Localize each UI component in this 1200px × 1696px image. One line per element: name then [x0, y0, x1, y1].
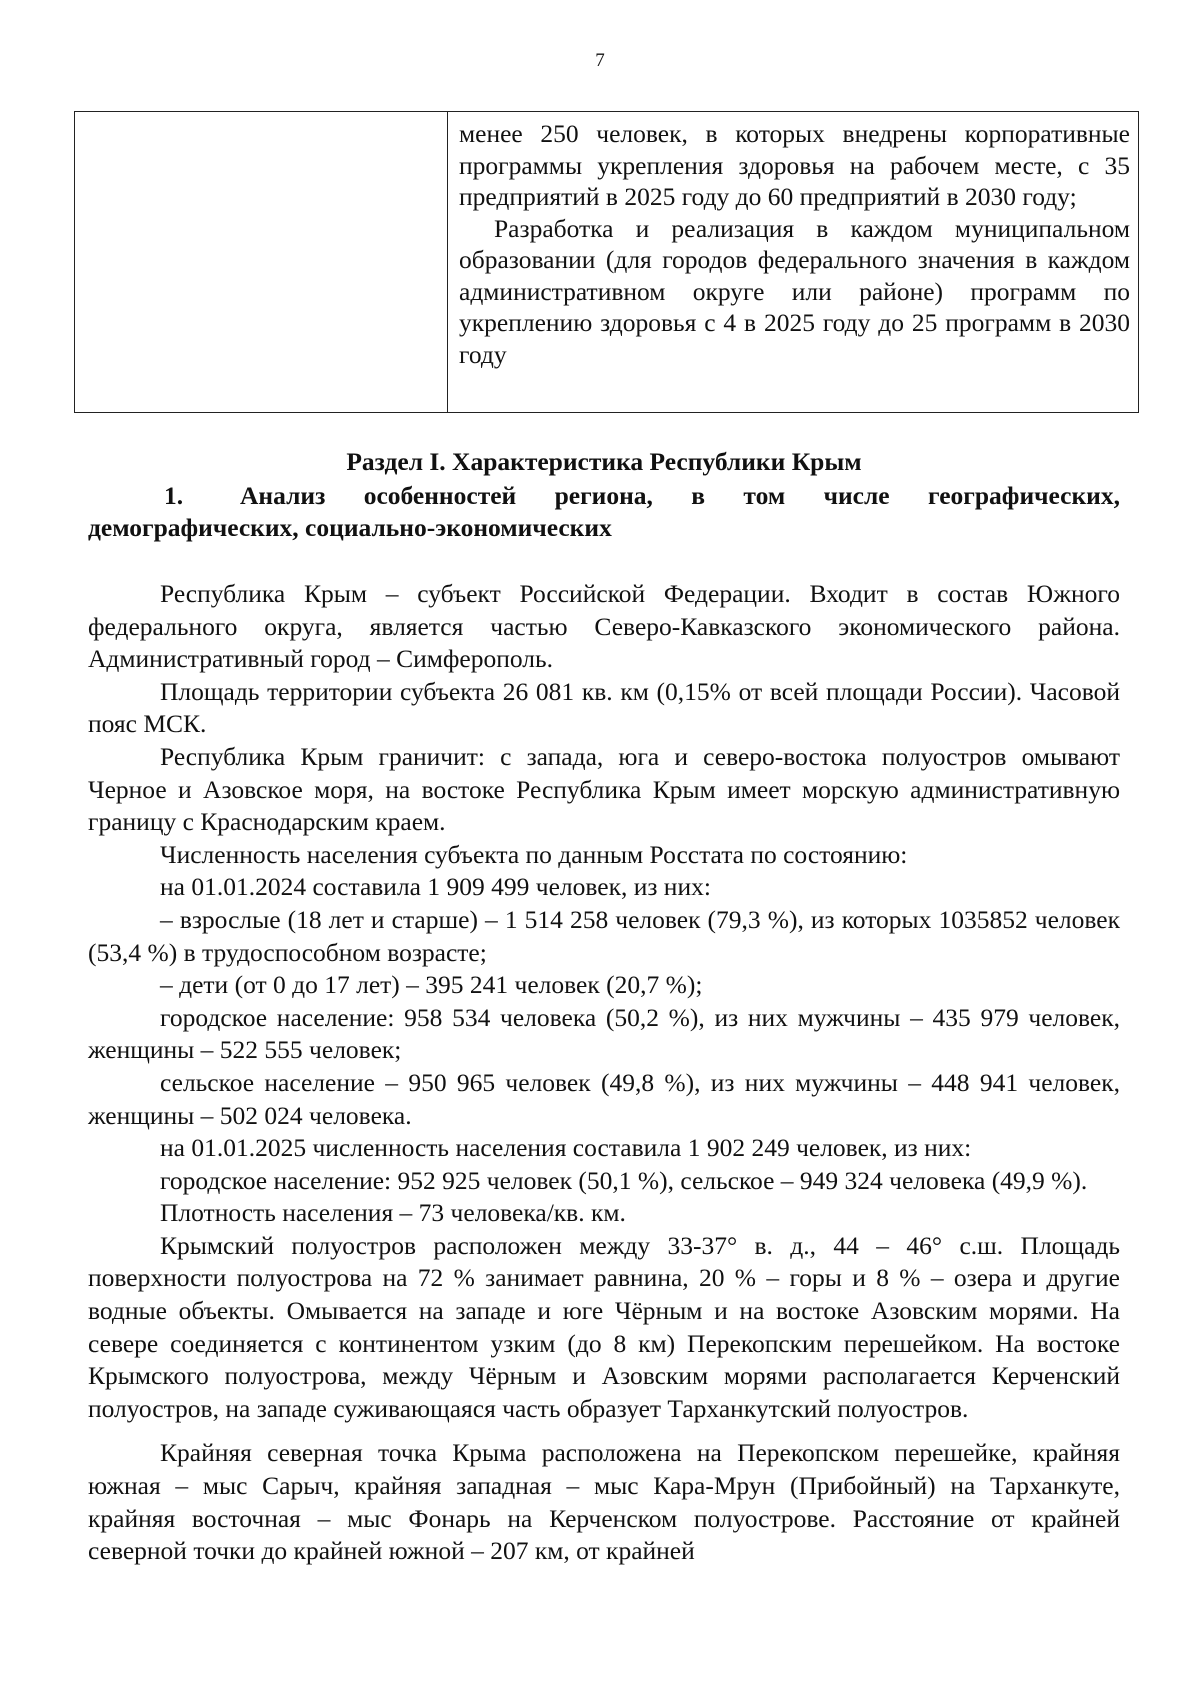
paragraph-rural-2024: сельское население – 950 965 человек (49,8 %), из них мужчины – 448 941 человек, женщины – 502 024 человека.: [88, 1067, 1120, 1130]
table-cell-left: [75, 112, 448, 413]
paragraph-urban-rural-2025: городское население: 952 925 человек (50,1 %), сельское – 949 324 человека (49,9 %).: [160, 1165, 1088, 1195]
paragraph-children: – дети (от 0 до 17 лет) – 395 241 человек (20,7 %);: [160, 970, 703, 1000]
paragraph-density: Плотность населения – 73 человека/кв. км.: [160, 1198, 626, 1228]
paragraph-population-2025: на 01.01.2025 численность населения составила 1 902 249 человек, из них:: [160, 1133, 972, 1163]
section-subtitle: [88, 480, 1120, 544]
table-cell-text: [448, 112, 1138, 370]
paragraph-general: Республика Крым – субъект Российской Федерации. Входит в состав Южного федерального округа, является частью Северо-Кавказского экономического района. Административный город – Симферополь.: [88, 579, 1120, 674]
paragraph-geography: Крымский полуостров расположен между 33-37° в. д., 44 – 46° с.ш. Площадь поверхности полуострова на 72 % занимает равнина, 20 % – горы и 8 % – озера и другие водные объекты. Омывается на западе и юге Чёрным и на востоке Азовским морями. На севере соединяется с континентом узким (до 8 км) Перекопским перешейком. На востоке Крымского полуострова, между Чёрным и Азовским морями располагается Керченский полуостров, на западе суживающаяся часть образует Тарханкутский полуостров.: [88, 1230, 1120, 1423]
table-paragraph-2: Разработка и реализация в каждом муниципальном образовании (для городов федерального значения в каждом административном округе или районе) программ по укреплению здоровья с 4 в 2025 году до 25 программ в 2030 году: [459, 213, 1130, 369]
table-cell-right: [448, 112, 1139, 413]
continuation-table: [74, 111, 1139, 413]
section-title: Раздел I. Характеристика Республики Крым: [346, 447, 862, 476]
body-text: [88, 578, 1120, 1568]
section-subtitle-number: 1.: [164, 481, 184, 510]
paragraph-adults: – взрослые (18 лет и старше) – 1 514 258 человек (79,3 %), из которых 1035852 человек (53,4 %) в трудоспособном возрасте;: [88, 904, 1120, 967]
table-paragraph-1: менее 250 человек, в которых внедрены корпоративные программы укрепления здоровья на рабочем месте, с 35 предприятий в 2025 году до 60 предприятий в 2030 году;: [459, 119, 1130, 211]
paragraph-population-intro: Численность населения субъекта по данным Росстата по состоянию:: [160, 839, 908, 869]
table-row: [75, 112, 1139, 413]
paragraph-area: Площадь территории субъекта 26 081 кв. км (0,15% от всей площади России). Часовой пояс МСК.: [88, 676, 1120, 739]
paragraph-borders: Республика Крым граничит: с запада, юга и северо-востока полуостров омывают Черное и Азовское моря, на востоке Республика Крым имеет морскую административную границу с Краснодарским краем.: [88, 741, 1120, 837]
page-number: 7: [595, 50, 605, 71]
paragraph-population-2024: на 01.01.2024 составила 1 909 499 человек, из них:: [160, 872, 711, 902]
paragraph-urban-2024: городское население: 958 534 человека (50,2 %), из них мужчины – 435 979 человек, женщины – 522 555 человек;: [88, 1002, 1120, 1065]
section-subtitle-text: Анализ особенностей региона, в том числе географических, демографических, социально-экономических: [88, 481, 1120, 542]
paragraph-extreme-points: Крайняя северная точка Крыма расположена на Перекопском перешейке, крайняя южная – мыс Сарыч, крайняя западная – мыс Кара-Мрун (Прибойный) на Тарханкуте, крайняя восточная – мыс Фонарь на Керченском полуострове. Расстояние от крайней северной точки до крайней южной – 207 км, от крайней: [88, 1438, 1120, 1566]
